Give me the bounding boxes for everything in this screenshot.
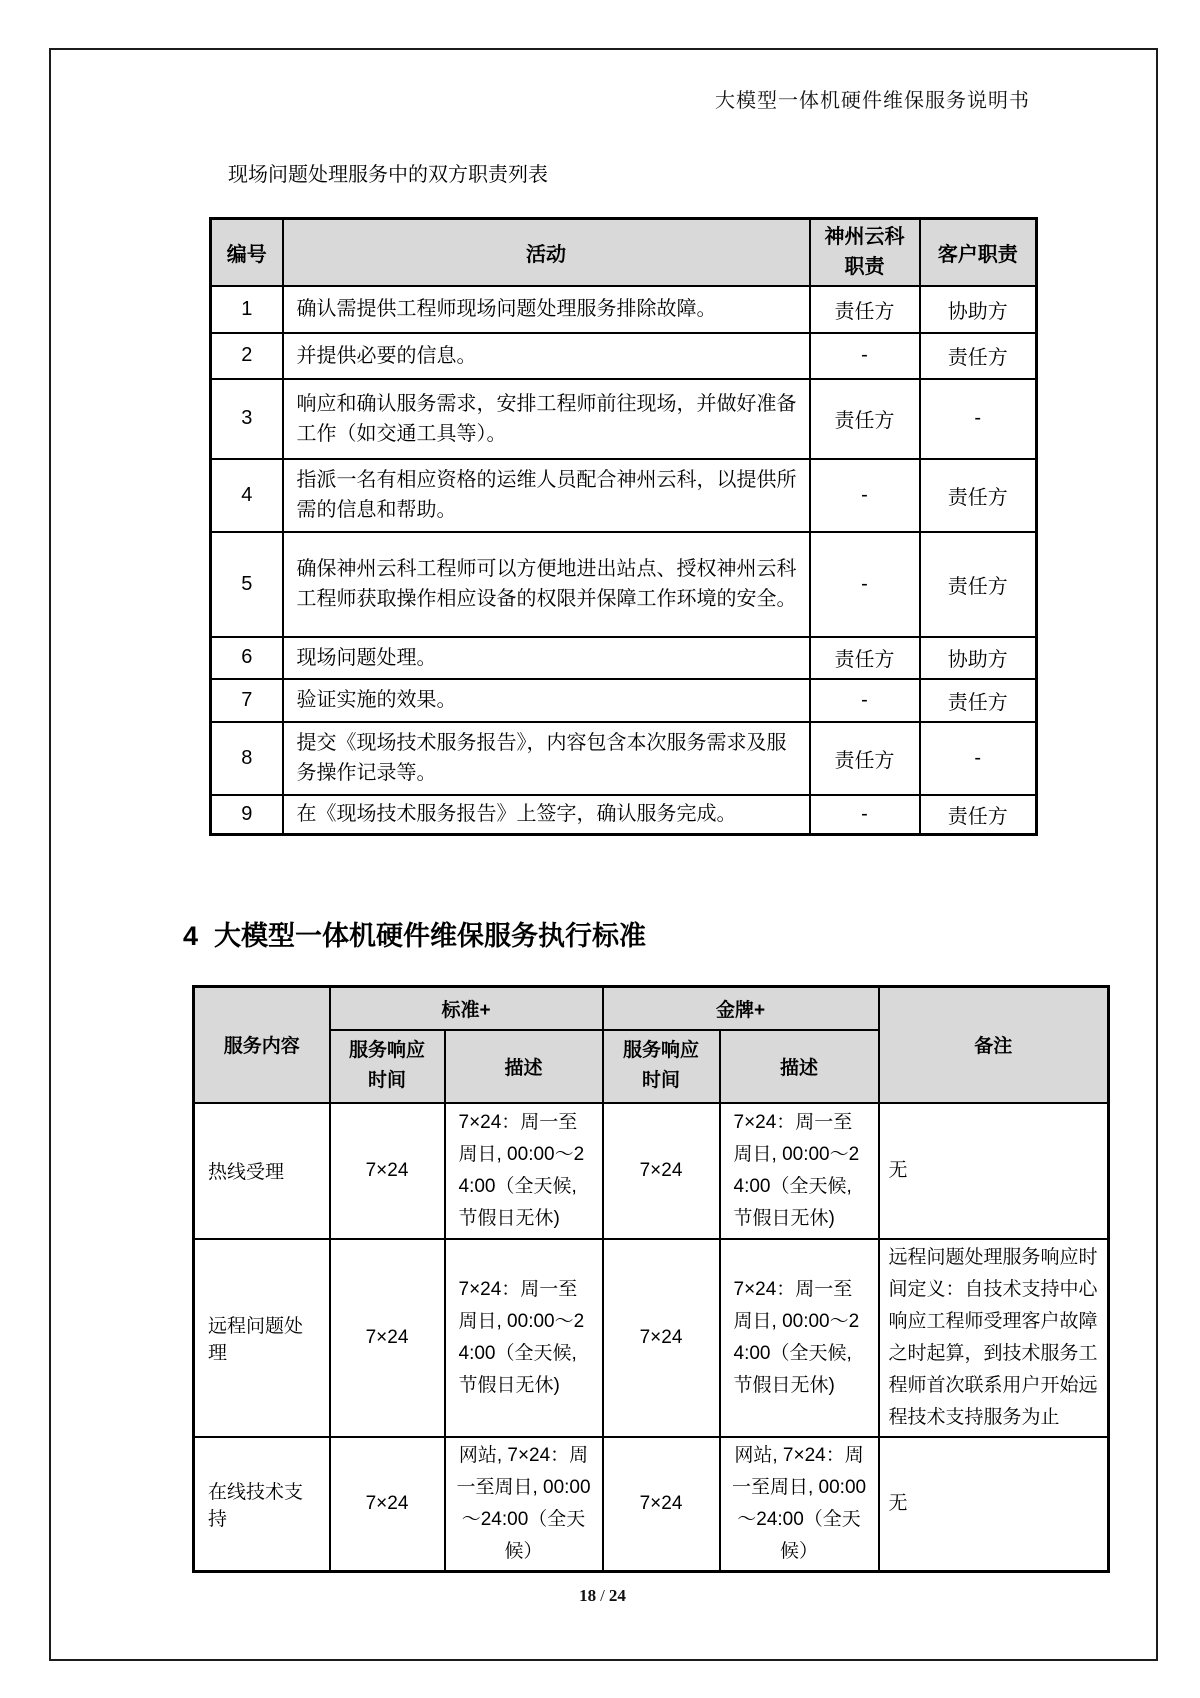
col-header-customer: 客户职责 bbox=[920, 219, 1037, 286]
gold-response-time-cell: 7×24 bbox=[603, 1239, 720, 1437]
col-header-std-response-time bbox=[330, 1030, 445, 1103]
std-description-cell: 7×24：周一至周日, 00:00～24:00（全天候, 节假日无休) bbox=[445, 1239, 603, 1437]
activity-cell: 响应和确认服务需求，安排工程师前往现场，并做好准备工作（如交通工具等）。 bbox=[283, 379, 810, 459]
std-response-time-cell: 7×24 bbox=[330, 1437, 445, 1572]
activity-cell: 验证实施的效果。 bbox=[283, 679, 810, 722]
table-row bbox=[211, 637, 1037, 679]
col-header-remark: 备注 bbox=[879, 987, 1109, 1103]
row-id: 4 bbox=[211, 459, 283, 532]
sla-header-row-1 bbox=[194, 987, 1109, 1030]
row-id: 7 bbox=[211, 679, 283, 722]
vendor-role-cell: - bbox=[810, 795, 920, 835]
table-row bbox=[211, 459, 1037, 532]
service-name-cell: 远程问题处理 bbox=[194, 1239, 330, 1437]
sla-row bbox=[194, 1437, 1109, 1572]
table-row bbox=[211, 286, 1037, 333]
page-number-total: 24 bbox=[608, 1586, 626, 1605]
col-header-vendor bbox=[810, 219, 920, 286]
remark-cell: 远程问题处理服务响应时间定义：自技术支持中心响应工程师受理客户故障之时起算，到技术服务工程师首次联系用户开始远程技术支持服务为止 bbox=[879, 1239, 1109, 1437]
row-id: 5 bbox=[211, 532, 283, 637]
table-row bbox=[211, 679, 1037, 722]
gold-response-time-cell: 7×24 bbox=[603, 1103, 720, 1239]
gold-description-cell: 7×24：周一至周日, 00:00～24:00（全天候, 节假日无休) bbox=[720, 1103, 879, 1239]
std-response-time-cell: 7×24 bbox=[330, 1239, 445, 1437]
customer-role-cell: 责任方 bbox=[920, 532, 1037, 637]
vendor-role-cell: - bbox=[810, 532, 920, 637]
table-row bbox=[211, 333, 1037, 379]
sla-row bbox=[194, 1239, 1109, 1437]
customer-role-cell: 协助方 bbox=[920, 637, 1037, 679]
table-header-row bbox=[211, 219, 1037, 286]
col-header-response-line1: 服务响应 bbox=[623, 1040, 700, 1061]
sla-row bbox=[194, 1103, 1109, 1239]
col-header-service: 服务内容 bbox=[194, 987, 330, 1103]
activity-cell: 在《现场技术服务报告》上签字，确认服务完成。 bbox=[283, 795, 810, 835]
col-header-response-line2: 时间 bbox=[367, 1070, 406, 1091]
row-id: 6 bbox=[211, 637, 283, 679]
activity-cell: 提交《现场技术服务报告》，内容包含本次服务需求及服务操作记录等。 bbox=[283, 722, 810, 795]
page-number-current: 18 bbox=[579, 1586, 597, 1605]
gold-response-time-cell: 7×24 bbox=[603, 1437, 720, 1572]
activity-cell: 现场问题处理。 bbox=[283, 637, 810, 679]
vendor-role-cell: - bbox=[810, 333, 920, 379]
customer-role-cell: 责任方 bbox=[920, 795, 1037, 835]
remark-cell: 无 bbox=[879, 1103, 1109, 1239]
document-header-title: 大模型一体机硬件维保服务说明书 bbox=[715, 90, 1030, 112]
row-id: 2 bbox=[211, 333, 283, 379]
row-id: 1 bbox=[211, 286, 283, 333]
activity-cell: 并提供必要的信息。 bbox=[283, 333, 810, 379]
vendor-role-cell: 责任方 bbox=[810, 379, 920, 459]
std-description-cell: 7×24：周一至周日, 00:00～24:00（全天候, 节假日无休) bbox=[445, 1103, 603, 1239]
customer-role-cell: 责任方 bbox=[920, 333, 1037, 379]
intro-text: 现场问题处理服务中的双方职责列表 bbox=[228, 164, 548, 186]
col-header-vendor-line1: 神州云科 bbox=[824, 226, 905, 249]
row-id: 9 bbox=[211, 795, 283, 835]
gold-description-cell: 网站, 7×24：周一至周日, 00:00～24:00（全天候） bbox=[720, 1437, 879, 1572]
customer-role-cell: 协助方 bbox=[920, 286, 1037, 333]
service-name-cell: 热线受理 bbox=[194, 1103, 330, 1239]
col-header-vendor-line2: 职责 bbox=[844, 256, 885, 279]
vendor-role-cell: - bbox=[810, 679, 920, 722]
std-description-cell: 网站, 7×24：周一至周日, 00:00～24:00（全天候） bbox=[445, 1437, 603, 1572]
vendor-role-cell: 责任方 bbox=[810, 637, 920, 679]
table-row bbox=[211, 722, 1037, 795]
section-number: 4 bbox=[183, 921, 199, 951]
vendor-role-cell: 责任方 bbox=[810, 286, 920, 333]
activity-cell: 指派一名有相应资格的运维人员配合神州云科，以提供所需的信息和帮助。 bbox=[283, 459, 810, 532]
responsibility-table bbox=[209, 217, 1038, 836]
col-header-gold-plus: 金牌+ bbox=[603, 987, 879, 1030]
col-header-std-description: 描述 bbox=[445, 1030, 603, 1103]
table-row bbox=[211, 795, 1037, 835]
section-heading bbox=[183, 914, 646, 953]
customer-role-cell: 责任方 bbox=[920, 679, 1037, 722]
vendor-role-cell: 责任方 bbox=[810, 722, 920, 795]
customer-role-cell: - bbox=[920, 379, 1037, 459]
row-id: 3 bbox=[211, 379, 283, 459]
activity-cell: 确保神州云科工程师可以方便地进出站点、授权神州云科工程师获取操作相应设备的权限并保障工作环境的安全。 bbox=[283, 532, 810, 637]
col-header-gold-description: 描述 bbox=[720, 1030, 879, 1103]
remark-cell: 无 bbox=[879, 1437, 1109, 1572]
gold-description-cell: 7×24：周一至周日, 00:00～24:00（全天候, 节假日无休) bbox=[720, 1239, 879, 1437]
std-response-time-cell: 7×24 bbox=[330, 1103, 445, 1239]
sla-table bbox=[192, 985, 1110, 1573]
col-header-activity: 活动 bbox=[283, 219, 810, 286]
vendor-role-cell: - bbox=[810, 459, 920, 532]
col-header-response-line2: 时间 bbox=[642, 1070, 681, 1091]
page-number bbox=[49, 1586, 1156, 1606]
service-name-cell: 在线技术支持 bbox=[194, 1437, 330, 1572]
activity-cell: 确认需提供工程师现场问题处理服务排除故障。 bbox=[283, 286, 810, 333]
table-row bbox=[211, 379, 1037, 459]
customer-role-cell: - bbox=[920, 722, 1037, 795]
col-header-gold-response-time bbox=[603, 1030, 720, 1103]
col-header-standard-plus: 标准+ bbox=[330, 987, 603, 1030]
row-id: 8 bbox=[211, 722, 283, 795]
section-title: 大模型一体机硬件维保服务执行标准 bbox=[214, 921, 647, 951]
table-row bbox=[211, 532, 1037, 637]
page-number-separator: / bbox=[600, 1586, 605, 1605]
customer-role-cell: 责任方 bbox=[920, 459, 1037, 532]
col-header-id: 编号 bbox=[211, 219, 283, 286]
col-header-response-line1: 服务响应 bbox=[348, 1040, 425, 1061]
